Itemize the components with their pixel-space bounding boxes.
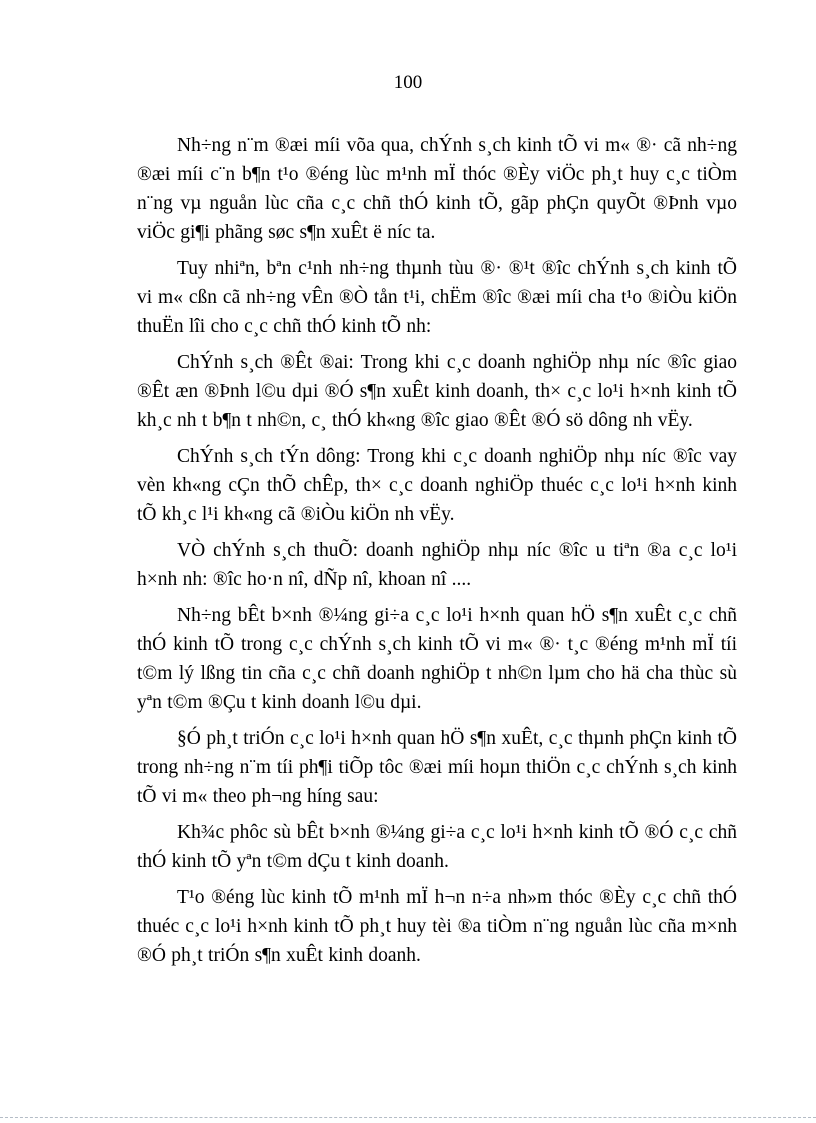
document-body <box>137 131 737 977</box>
paragraph: ChÝnh s¸ch tÝn dông: Trong khi c¸c doanh nghiÖp nhµ níc ®îc vay vèn kh«ng cÇn thÕ chÊp, th× c¸c doanh nghiÖp thuéc c¸c lo¹i h×nh kinh tÕ kh¸c l¹i kh«ng cã ®iÒu kiÖn nh vËy. <box>137 446 737 525</box>
page-bottom-divider <box>0 1117 816 1118</box>
paragraph: T¹o ®éng lùc kinh tÕ m¹nh mÏ h¬n n÷a nh»m thóc ®Èy c¸c chñ thÓ thuéc c¸c lo¹i h×nh kinh tÕ ph¸t huy tèi ®a tiÒm n¨ng nguån lùc cña m×nh ®Ó ph¸t triÓn s¶n xuÊt kinh doanh. <box>137 887 737 966</box>
paragraph: Tuy nhiªn, bªn c¹nh nh÷ng thµnh tùu ®· ®¹t ®îc chÝnh s¸ch kinh tÕ vi m« cßn cã nh÷ng vÊn ®Ò tån t¹i, chËm ®îc ®æi míi cha t¹o ®iÒu kiÖn thuËn lîi cho c¸c chñ thÓ kinh tÕ nh: <box>137 258 737 337</box>
paragraph: §Ó ph¸t triÓn c¸c lo¹i h×nh quan hÖ s¶n xuÊt, c¸c thµnh phÇn kinh tÕ trong nh÷ng n¨m tíi ph¶i tiÕp tôc ®æi míi hoµn thiÖn c¸c chÝnh s¸ch kinh tÕ vi m« theo ph¬ng híng sau: <box>137 728 737 807</box>
paragraph: Nh÷ng n¨m ®æi míi võa qua, chÝnh s¸ch kinh tÕ vi m« ®· cã nh÷ng ®æi míi c¨n b¶n t¹o ®éng lùc m¹nh mÏ thóc ®Èy viÖc ph¸t huy c¸c tiÒm n¨ng vµ nguån lùc cña c¸c chñ thÓ kinh tÕ, gãp phÇn quyÕt ®Þnh vµo viÖc gi¶i phãng søc s¶n xuÊt ë níc ta. <box>137 135 737 243</box>
paragraph: VÒ chÝnh s¸ch thuÕ: doanh nghiÖp nhµ níc ®îc u tiªn ®a c¸c lo¹i h×nh nh: ®îc ho·n nî, dÑp nî, khoan nî .... <box>137 540 737 590</box>
paragraph: Kh¾c phôc sù bÊt b×nh ®¼ng gi÷a c¸c lo¹i h×nh kinh tÕ ®Ó c¸c chñ thÓ kinh tÕ yªn t©m dÇu t kinh doanh. <box>137 822 737 872</box>
paragraph: ChÝnh s¸ch ®Êt ®ai: Trong khi c¸c doanh nghiÖp nhµ níc ®îc giao ®Êt æn ®Þnh l©u dµi ®Ó s¶n xuÊt kinh doanh, th× c¸c lo¹i h×nh kinh tÕ kh¸c nh t b¶n t nh©n, c¸ thÓ kh«ng ®îc giao ®Êt ®Ó sö dông nh vËy. <box>137 352 737 431</box>
page-number: 100 <box>393 72 423 93</box>
paragraph: Nh÷ng bÊt b×nh ®¼ng gi÷a c¸c lo¹i h×nh quan hÖ s¶n xuÊt c¸c chñ thÓ kinh tÕ trong c¸c chÝnh s¸ch kinh tÕ vi m« ®· t¸c ®éng m¹nh mÏ tíi t©m lý lßng tin cña c¸c chñ doanh nghiÖp t nh©n lµm cho hä cha thùc sù yªn t©m ®Çu t kinh doanh l©u dµi. <box>137 605 737 713</box>
